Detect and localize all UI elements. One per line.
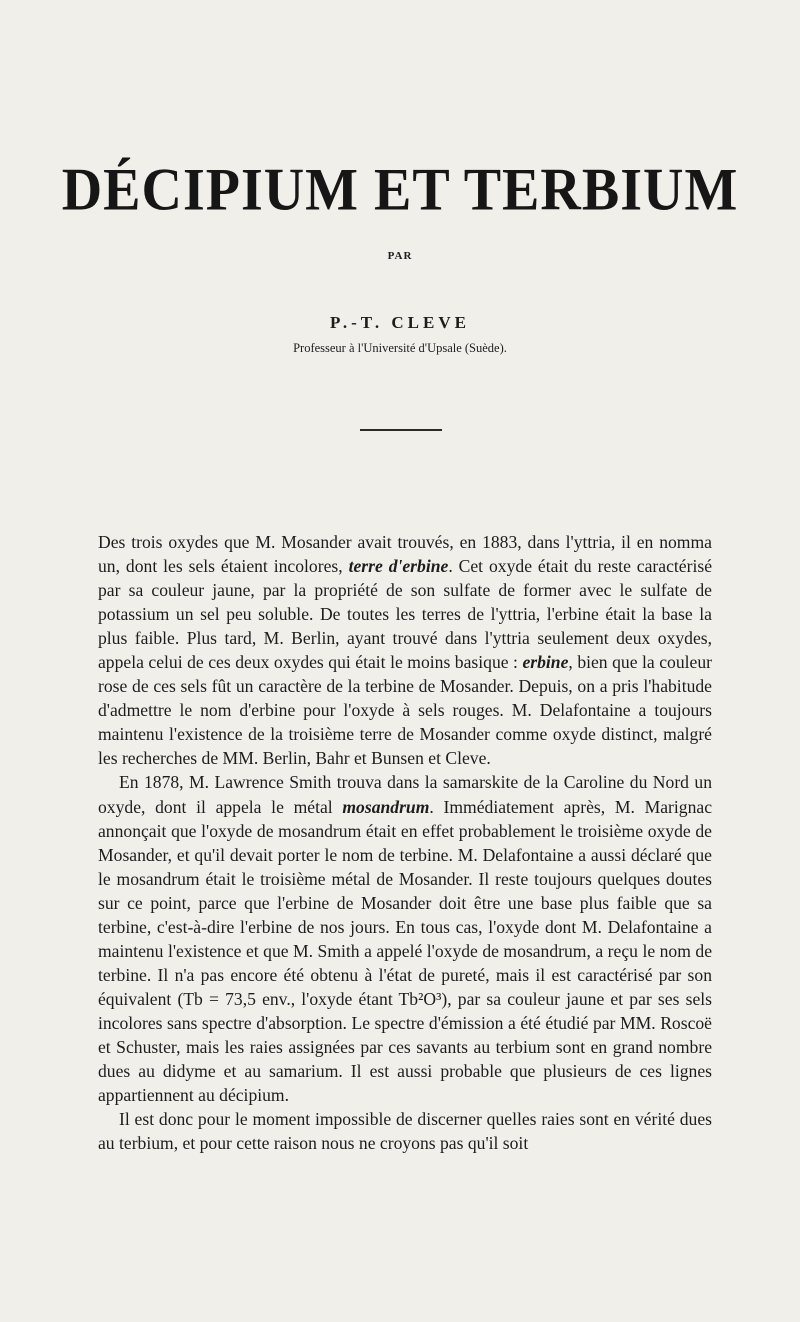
italic-term: erbine xyxy=(522,652,569,673)
italic-term: terre d'erbine xyxy=(348,556,449,577)
separator-rule xyxy=(360,429,442,431)
body-paragraph xyxy=(98,770,712,1107)
author-affiliation: Professeur à l'Université d'Upsale (Suède). xyxy=(293,341,507,355)
paragraph-text: , bien que la couleur rose de ces sels fût un caractère de la terbine de Mosander. Depuis, on a pris l'habitude d'admettre le nom d'erbine pour l'oxyde à sels rouges. M. Delafontaine a toujours maintenu l'existence de la troisième terre de Mosander comme oxyde distinct, malgré les recherches de MM. Berlin, Bahr et Bunsen et Cleve. xyxy=(98,652,712,769)
byline-par: PAR xyxy=(387,250,413,262)
paragraph-text: Des trois oxydes que M. Mosander avait trouvés, en 1883, dans l'yttria, il en nomma un, dont les sels étaient incolores, xyxy=(98,532,712,577)
author-name: P.-T. CLEVE xyxy=(330,313,470,332)
italic-term: mosandrum xyxy=(342,796,430,817)
paragraph-text: . Immédiatement après, M. Marignac annonçait que l'oxyde de mosandrum était en effet probablement le troisième oxyde de Mosander, et qu'il devait porter le nom de terbine. M. Delafontaine a aussi déclaré que le mosandrum était le troisième métal de Mosander. Il reste toujours quelques doutes sur ce point, parce que l'erbine de Mosander doit être une base plus faible que sa terbine, c'est-à-dire l'erbine de nos jours. En tous cas, l'oxyde dont M. Delafontaine a maintenu l'existence et que M. Smith a appelé l'oxyde de mosandrum, a reçu le nom de terbine. Il n'a pas encore été obtenu à l'état de pureté, mais il est caractérisé par son équivalent (Tb = 73,5 env., l'oxyde étant Tb²O³), par sa couleur jaune et par ses sels incolores sans spectre d'absorption. Le spectre d'émission a été étudié par MM. Roscoë et Schuster, mais les raies assignées par ces savants au terbium sont en grand nombre dues au didyme et au samarium. Il est aussi probable que plusieurs de ces lignes appartiennent au décipium. xyxy=(98,796,713,1106)
body-paragraph xyxy=(98,530,712,770)
paragraph-text: Il est donc pour le moment impossible de discerner quelles raies sont en vérité dues au terbium, et pour cette raison nous ne croyons pas qu'il soit xyxy=(98,1109,712,1154)
article-body xyxy=(98,530,712,1155)
body-paragraph xyxy=(98,1107,712,1155)
paragraph-text: En 1878, M. Lawrence Smith trouva dans la samarskite de la Caroline du Nord un oxyde, dont il appela le métal xyxy=(98,772,712,817)
paragraph-text: . Cet oxyde était du reste caractérisé par sa couleur jaune, par la propriété de son sulfate de former avec le sulfate de potassium un sel peu soluble. De toutes les terres de l'yttria, l'erbine était la base la plus faible. Plus tard, M. Berlin, ayant trouvé dans l'yttria seulement deux oxydes, appela celui de ces deux oxydes qui était le moins basique : xyxy=(98,556,712,673)
article-title: DÉCIPIUM ET TERBIUM xyxy=(61,156,739,224)
